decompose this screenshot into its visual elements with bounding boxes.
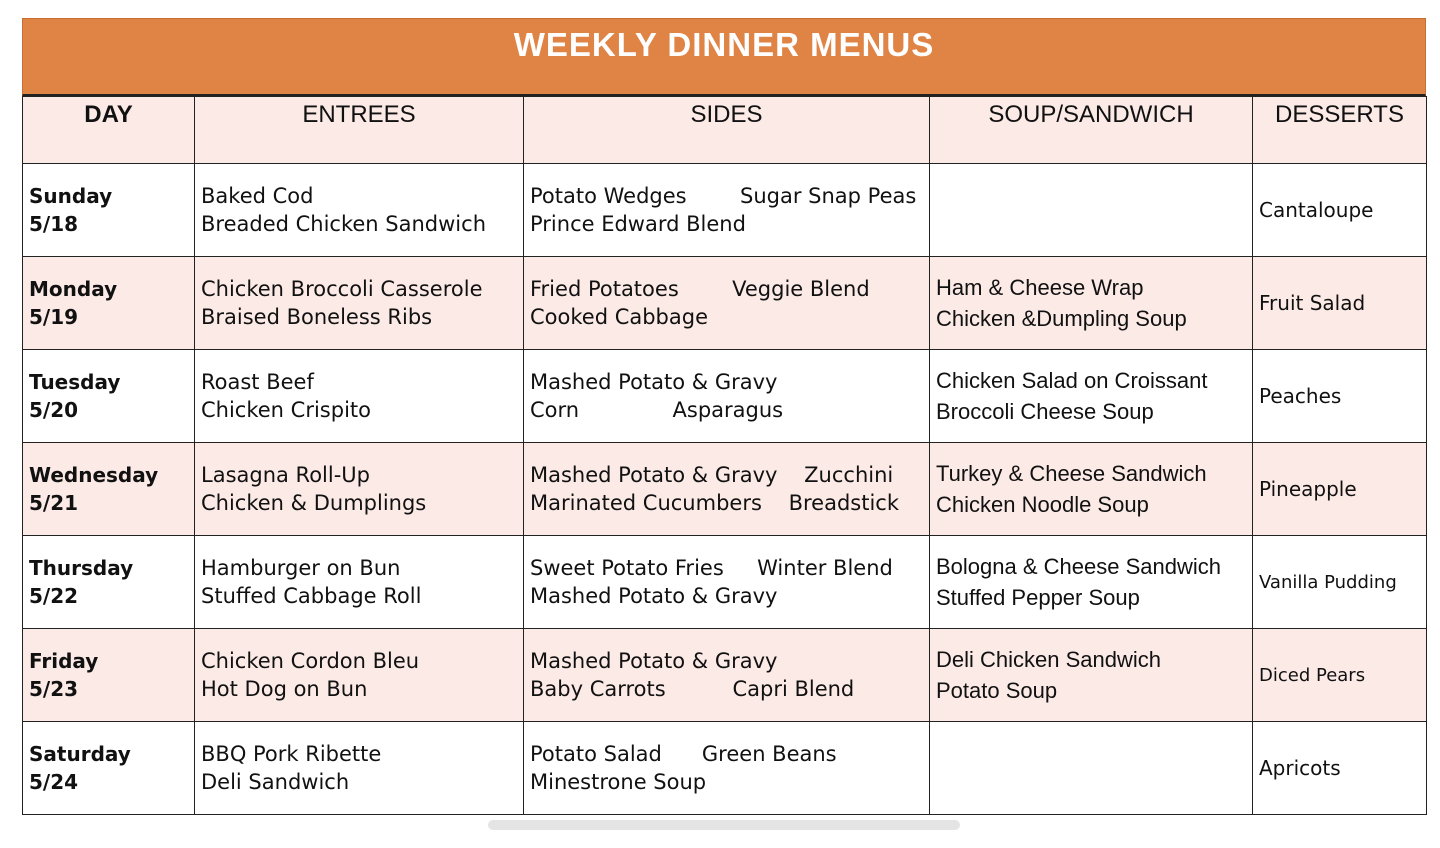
day-name: Monday <box>29 277 118 301</box>
entree-item: Deli Sandwich <box>201 770 350 794</box>
side-item: Fried Potatoes Veggie Blend <box>530 277 870 301</box>
side-item: Potato Salad Green Beans <box>530 742 837 766</box>
side-item: Marinated Cucumbers Breadstick <box>530 491 900 515</box>
side-item: Corn Asparagus <box>530 398 784 422</box>
header-day: DAY <box>23 97 195 164</box>
header-soup-sandwich: SOUP/SANDWICH <box>930 97 1253 164</box>
table-row <box>23 536 1427 629</box>
soup-sandwich-item: Ham & Cheese Wrap <box>936 275 1144 300</box>
soup-sandwich-cell <box>930 164 1253 257</box>
entree-item: Hamburger on Bun <box>201 556 401 580</box>
day-date: 5/24 <box>29 770 79 794</box>
entree-item: Chicken Broccoli Casserole <box>201 277 483 301</box>
dessert-cell: Fruit Salad <box>1253 257 1427 350</box>
sides-cell <box>524 536 930 629</box>
entree-item: Stuffed Cabbage Roll <box>201 584 422 608</box>
soup-sandwich-cell <box>930 722 1253 815</box>
side-item: Mashed Potato & Gravy <box>530 649 778 673</box>
entree-item: Lasagna Roll-Up <box>201 463 371 487</box>
weekly-dinner-menu <box>22 18 1426 815</box>
entrees-cell <box>195 722 524 815</box>
day-name: Tuesday <box>29 370 121 394</box>
soup-sandwich-item: Broccoli Cheese Soup <box>936 399 1154 424</box>
table-row <box>23 257 1427 350</box>
side-item: Mashed Potato & Gravy <box>530 584 778 608</box>
day-name: Sunday <box>29 184 113 208</box>
entrees-cell <box>195 629 524 722</box>
soup-sandwich-cell <box>930 629 1253 722</box>
day-date: 5/20 <box>29 398 79 422</box>
sides-cell <box>524 629 930 722</box>
horizontal-scrollbar[interactable] <box>488 820 960 830</box>
side-item: Potato Wedges Sugar Snap Peas <box>530 184 917 208</box>
side-item: Mashed Potato & Gravy Zucchini <box>530 463 894 487</box>
soup-sandwich-item: Stuffed Pepper Soup <box>936 585 1140 610</box>
side-item: Cooked Cabbage <box>530 305 709 329</box>
side-item: Minestrone Soup <box>530 770 707 794</box>
entree-item: Chicken & Dumplings <box>201 491 427 515</box>
soup-sandwich-item: Potato Soup <box>936 678 1058 703</box>
soup-sandwich-cell <box>930 257 1253 350</box>
dessert-cell: Vanilla Pudding <box>1253 536 1427 629</box>
day-name: Thursday <box>29 556 134 580</box>
entrees-cell <box>195 536 524 629</box>
day-cell <box>23 443 195 536</box>
day-cell <box>23 722 195 815</box>
soup-sandwich-item: Chicken Salad on Croissant <box>936 368 1208 393</box>
soup-sandwich-cell <box>930 536 1253 629</box>
sides-cell <box>524 443 930 536</box>
sides-cell <box>524 164 930 257</box>
menu-table <box>22 96 1427 815</box>
day-date: 5/22 <box>29 584 79 608</box>
side-item: Sweet Potato Fries Winter Blend <box>530 556 893 580</box>
table-row <box>23 350 1427 443</box>
header-entrees: ENTREES <box>195 97 524 164</box>
day-name: Saturday <box>29 742 131 766</box>
day-cell <box>23 164 195 257</box>
day-date: 5/19 <box>29 305 79 329</box>
soup-sandwich-item: Chicken &Dumpling Soup <box>936 306 1187 331</box>
day-name: Friday <box>29 649 99 673</box>
day-cell <box>23 536 195 629</box>
side-item: Prince Edward Blend <box>530 212 746 236</box>
day-date: 5/18 <box>29 212 79 236</box>
menu-title: WEEKLY DINNER MENUS <box>22 18 1426 96</box>
entrees-cell <box>195 164 524 257</box>
side-item: Mashed Potato & Gravy <box>530 370 778 394</box>
sides-cell <box>524 257 930 350</box>
entrees-cell <box>195 350 524 443</box>
soup-sandwich-item: Bologna & Cheese Sandwich <box>936 554 1221 579</box>
header-row <box>23 97 1427 164</box>
soup-sandwich-cell <box>930 443 1253 536</box>
entree-item: Braised Boneless Ribs <box>201 305 433 329</box>
soup-sandwich-item: Chicken Noodle Soup <box>936 492 1149 517</box>
day-cell <box>23 629 195 722</box>
table-row <box>23 164 1427 257</box>
table-row <box>23 443 1427 536</box>
entree-item: Hot Dog on Bun <box>201 677 368 701</box>
entree-item: Chicken Cordon Bleu <box>201 649 420 673</box>
entree-item: Chicken Crispito <box>201 398 371 422</box>
entree-item: Breaded Chicken Sandwich <box>201 212 486 236</box>
day-name: Wednesday <box>29 463 159 487</box>
day-date: 5/21 <box>29 491 79 515</box>
soup-sandwich-item: Deli Chicken Sandwich <box>936 647 1161 672</box>
entree-item: Roast Beef <box>201 370 314 394</box>
entree-item: Baked Cod <box>201 184 314 208</box>
day-cell <box>23 257 195 350</box>
side-item: Baby Carrots Capri Blend <box>530 677 855 701</box>
entrees-cell <box>195 257 524 350</box>
day-cell <box>23 350 195 443</box>
sides-cell <box>524 722 930 815</box>
table-row <box>23 722 1427 815</box>
sides-cell <box>524 350 930 443</box>
header-desserts: DESSERTS <box>1253 97 1427 164</box>
table-row <box>23 629 1427 722</box>
day-date: 5/23 <box>29 677 79 701</box>
dessert-cell: Diced Pears <box>1253 629 1427 722</box>
dessert-cell: Peaches <box>1253 350 1427 443</box>
entree-item: BBQ Pork Ribette <box>201 742 382 766</box>
dessert-cell: Cantaloupe <box>1253 164 1427 257</box>
entrees-cell <box>195 443 524 536</box>
dessert-cell: Pineapple <box>1253 443 1427 536</box>
header-sides: SIDES <box>524 97 930 164</box>
soup-sandwich-cell <box>930 350 1253 443</box>
dessert-cell: Apricots <box>1253 722 1427 815</box>
soup-sandwich-item: Turkey & Cheese Sandwich <box>936 461 1207 486</box>
